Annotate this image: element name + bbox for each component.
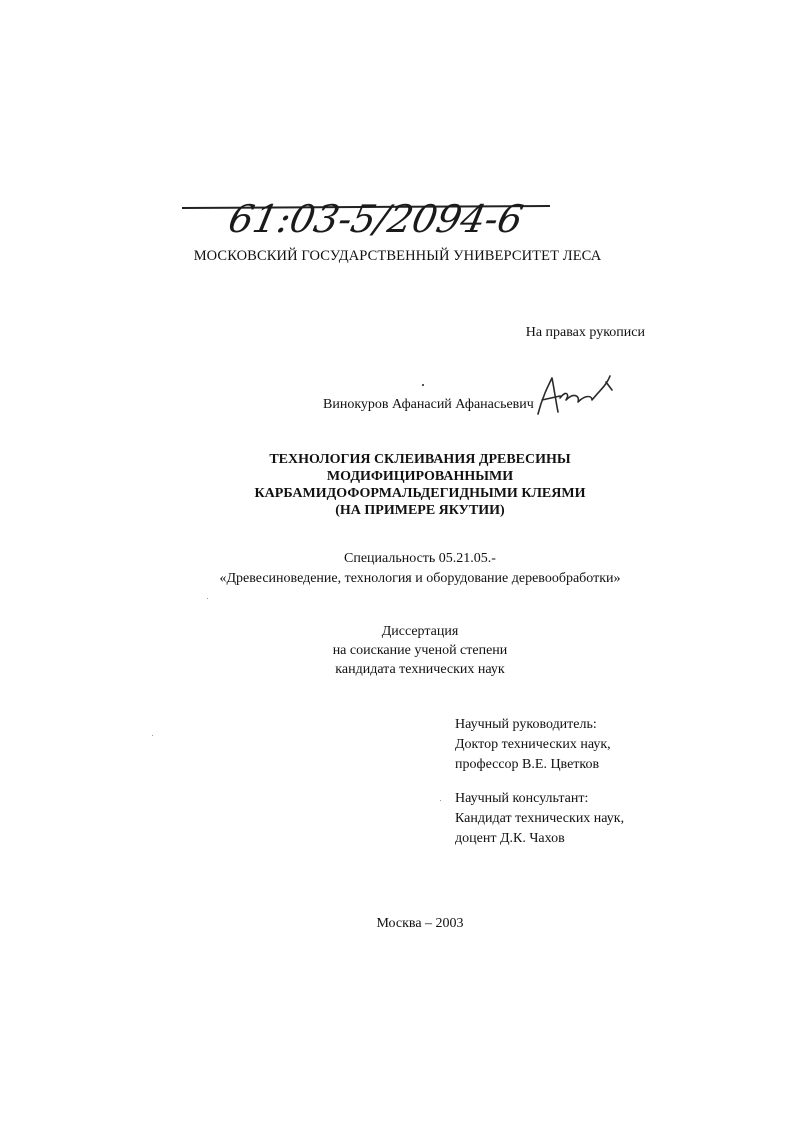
consultant-role: Научный консультант: (455, 791, 589, 806)
city-and-year: Москва – 2003 (376, 916, 464, 931)
degree-name: кандидата технических наук (335, 662, 505, 677)
dissertation-label: Диссертация (381, 624, 459, 639)
degree-purpose: на соискание ученой степени (332, 643, 508, 658)
supervisor-name: профессор В.Е. Цветков (455, 757, 600, 772)
dissertation-title (0, 451, 795, 519)
scan-speck (152, 735, 153, 736)
supervisor-degree: Доктор технических наук, (455, 737, 611, 752)
university-name: МОСКОВСКИЙ ГОСУДАРСТВЕННЫЙ УНИВЕРСИТЕТ ЛЕСА (193, 248, 602, 264)
specialty-block (0, 549, 795, 589)
specialty-name: «Древесиноведение, технология и оборудование деревообработки» (219, 571, 621, 586)
manuscript-rights-label: На правах рукописи (525, 325, 645, 340)
stray-dot (422, 384, 424, 386)
handwritten-code-drawing (178, 188, 558, 248)
handwritten-archive-code (178, 188, 558, 248)
consultant-name: доцент Д.К. Чахов (455, 831, 565, 846)
supervisor-role: Научный руководитель: (455, 717, 597, 732)
author-signature (530, 368, 620, 420)
title-line: МОДИФИЦИРОВАННЫМИ (326, 469, 514, 484)
consultant-degree: Кандидат технических наук, (455, 811, 625, 826)
signature-drawing (530, 368, 620, 420)
title-line: КАРБАМИДОФОРМАЛЬДЕГИДНЫМИ КЛЕЯМИ (254, 486, 586, 501)
archive-code-text: 61:03-5/2094-6 (224, 197, 527, 242)
supervisor-block (455, 715, 611, 775)
consultant-block (455, 789, 624, 849)
author-name: Винокуров Афанасий Афанасьевич (323, 397, 534, 412)
title-line: ТЕХНОЛОГИЯ СКЛЕИВАНИЯ ДРЕВЕСИНЫ (269, 452, 571, 467)
scan-speck (440, 800, 441, 801)
dissertation-degree-block (0, 622, 795, 679)
title-line: (НА ПРИМЕРЕ ЯКУТИИ) (335, 503, 505, 518)
specialty-code: Специальность 05.21.05.- (344, 551, 496, 566)
scan-speck (207, 598, 208, 599)
